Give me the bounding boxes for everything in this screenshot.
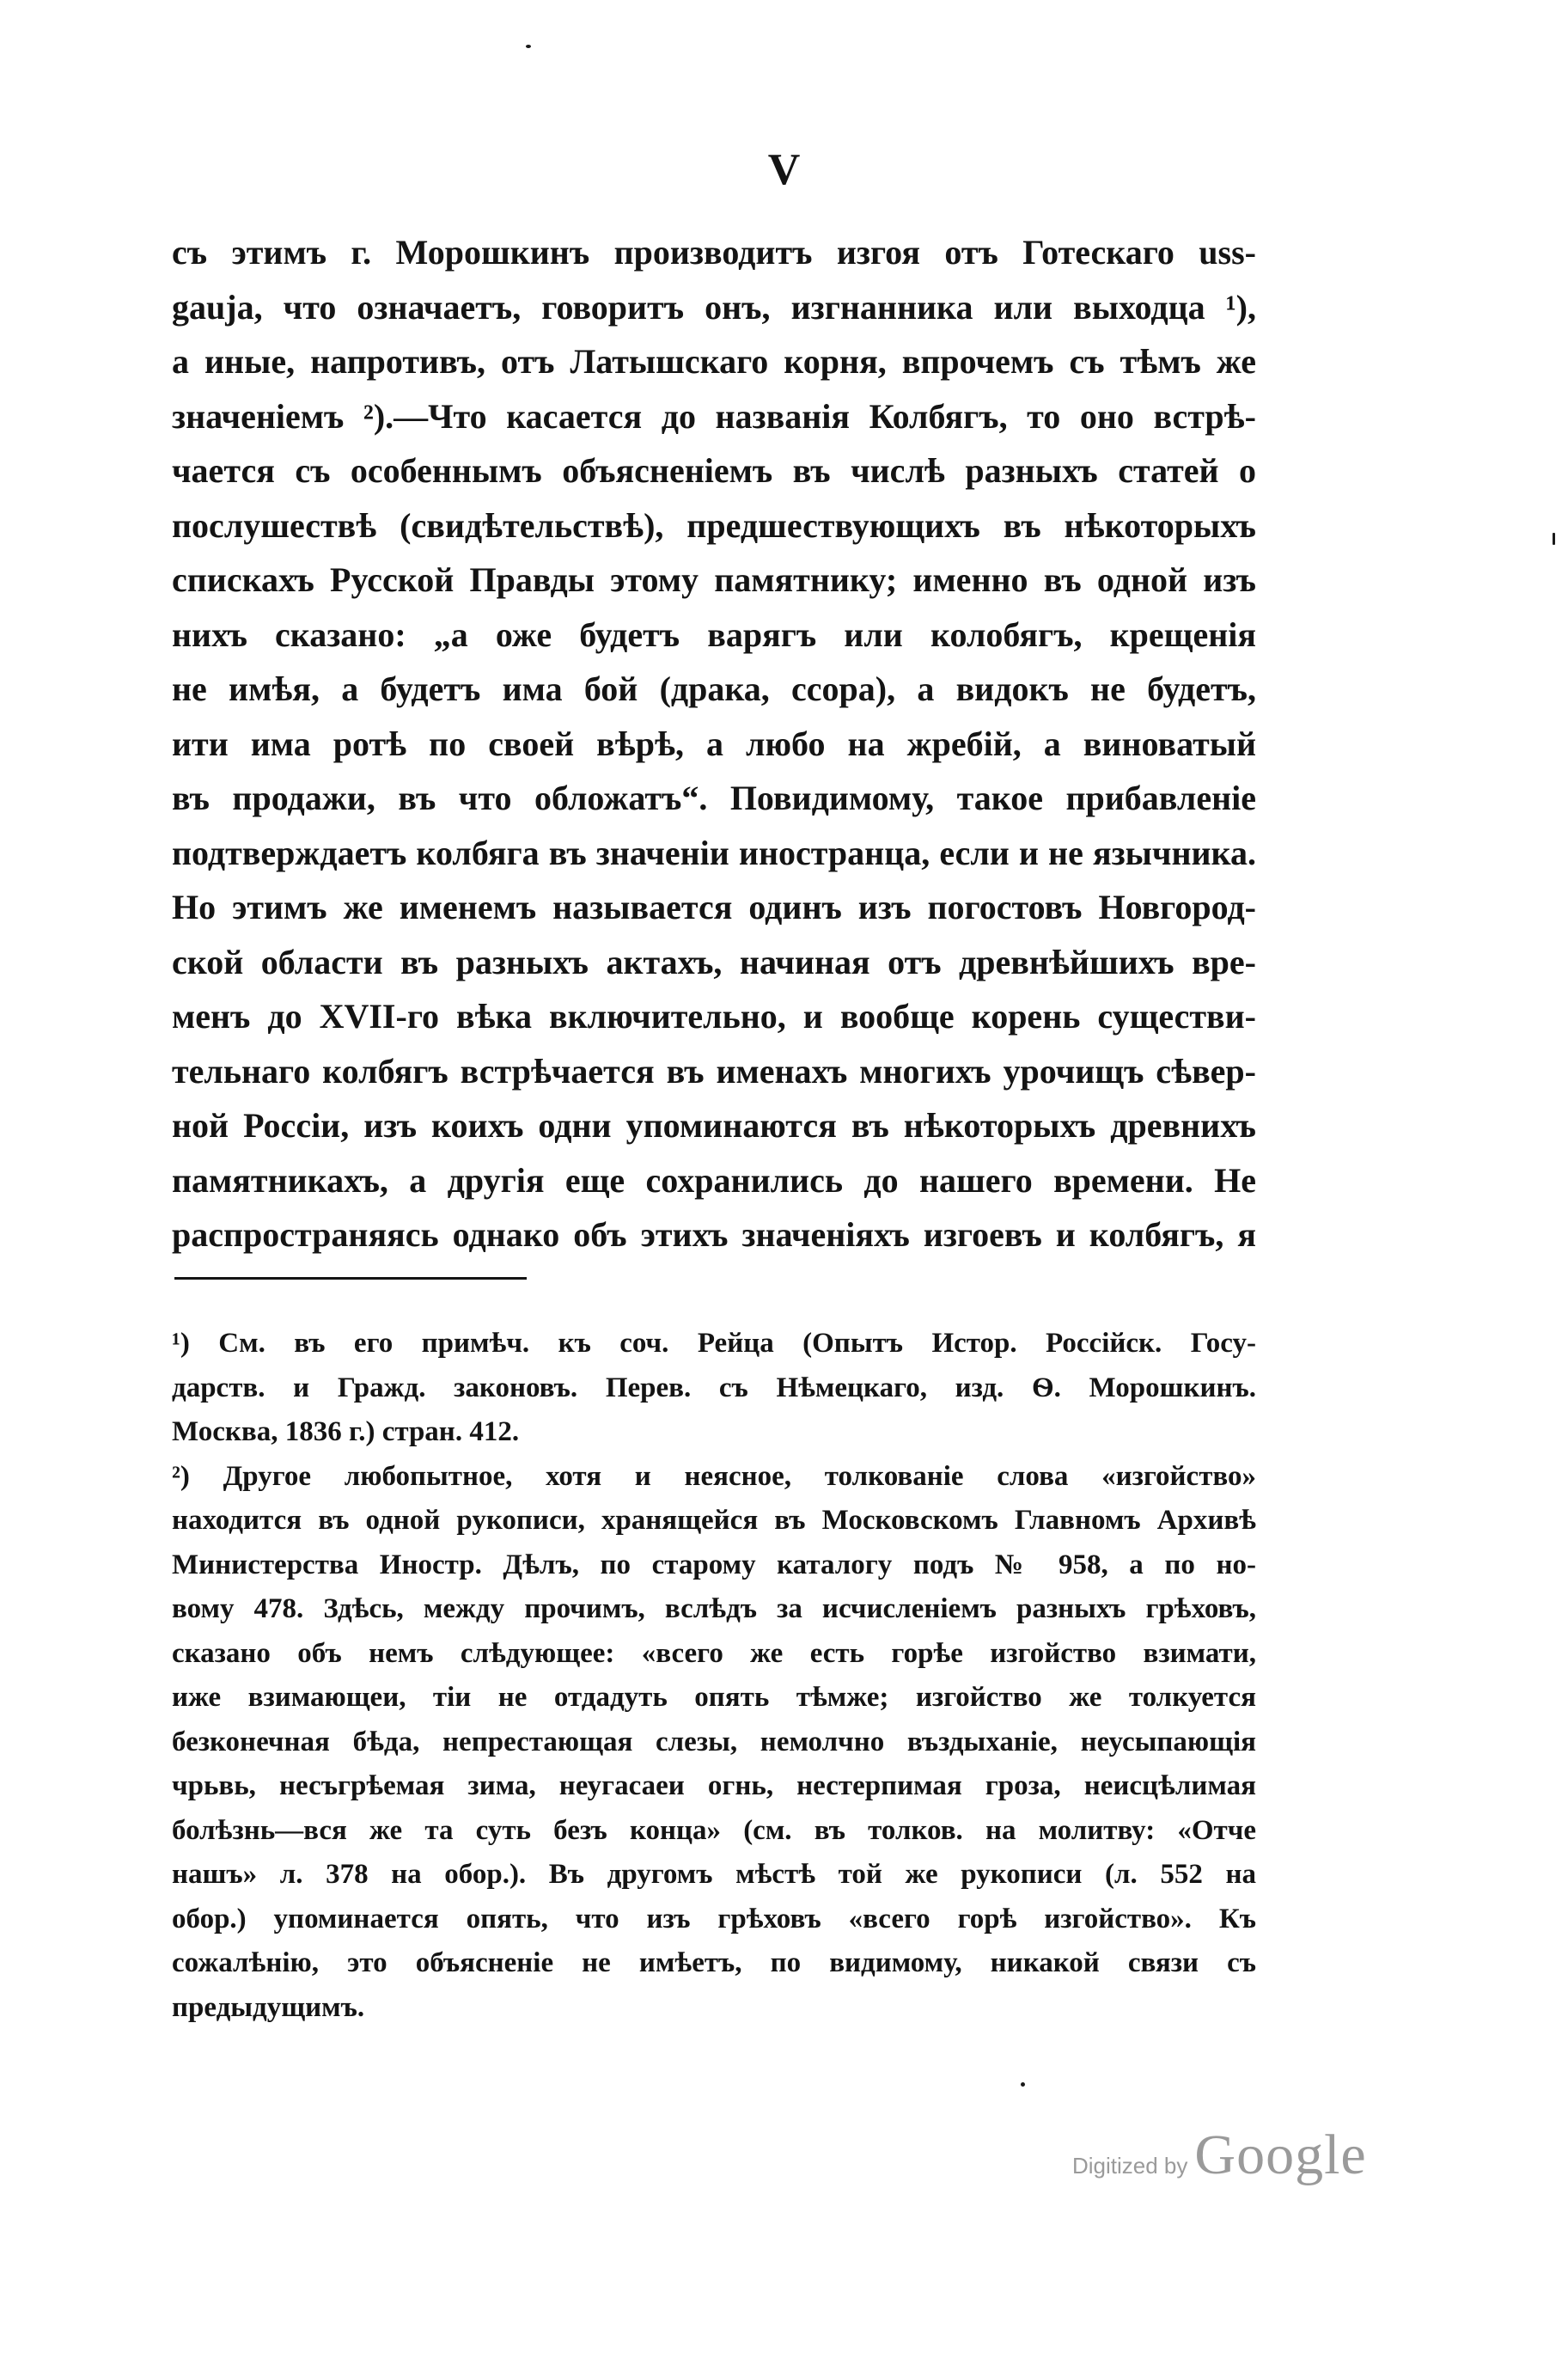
watermark-logo-text: Google: [1194, 2124, 1367, 2186]
footnote-line: чрьвь, несъгрѣемая зима, неугасаеи огнь, нестерпимая гроза, неисцѣлимая: [172, 1770, 1256, 1801]
text-line: чается съ особеннымъ объясненіемъ въ числѣ разныхъ статей о: [172, 451, 1256, 490]
footnote-line: Москва, 1836 г.) стран. 412.: [172, 1416, 520, 1447]
watermark-small-text: Digitized by: [1072, 2153, 1188, 2179]
text-line: распространяясь однако объ этихъ значеніяхъ изгоевъ и колбягъ, я: [172, 1215, 1256, 1254]
text-line: не имѣя, а будетъ има бой (драка, ссора), а видокъ не будетъ,: [172, 669, 1256, 708]
footnotes: [172, 1322, 1256, 2030]
text-line: съ этимъ г. Морошкинъ производитъ изгоя отъ Готескаго uss-: [172, 233, 1256, 272]
text-line: а иные, напротивъ, отъ Латышскаго корня, впрочемъ съ тѣмъ же: [172, 342, 1256, 381]
page-number: V: [767, 145, 801, 194]
main-text-body: [172, 225, 1256, 1262]
footnote-line: предыдущимъ.: [172, 1991, 365, 2023]
footnote-line: безконечная бѣда, непрестающая слезы, немолчно въздыханіе, неусыпающія: [172, 1726, 1256, 1757]
footnote-line: иже взимающеи, тіи не отдадуть опять тѣмже; изгойство же толкуется: [172, 1682, 1256, 1713]
text-line: менъ до XVII-го вѣка включительно, и вообще корень существи-: [172, 997, 1256, 1036]
digitized-watermark: [1072, 2123, 1367, 2188]
text-line: ской области въ разныхъ актахъ, начиная отъ древнѣйшихъ вре-: [172, 942, 1256, 981]
scan-speck: [1553, 533, 1555, 545]
text-line: подтверждаетъ колбяга въ значеніи иностранца, если и не язычника.: [172, 833, 1256, 872]
text-line: нихъ сказано: „а оже будетъ варягъ или колобягъ, крещенія: [172, 614, 1256, 654]
text-line: Но этимъ же именемъ называется одинъ изъ погостовъ Новгород-: [172, 888, 1256, 926]
text-line: ити има ротѣ по своей вѣрѣ, а любо на жребій, а виноватый: [172, 724, 1256, 763]
footnote-line: сказано объ немъ слѣдующее: «всего же есть горѣе изгойство взимати,: [172, 1637, 1256, 1669]
footnote-line: сожалѣнію, это объясненіе не имѣетъ, по видимому, никакой связи съ: [172, 1947, 1256, 1978]
text-line: спискахъ Русской Правды этому памятнику; именно въ одной изъ: [172, 560, 1256, 599]
text-line: ной Россіи, изъ коихъ одни упоминаются въ нѣкоторыхъ древнихъ: [172, 1106, 1256, 1145]
text-line: послушествѣ (свидѣтельствѣ), предшествующихъ въ нѣкоторыхъ: [172, 505, 1256, 545]
footnote-line: вому 478. Здѣсь, между прочимъ, вслѣдъ за исчисленіемъ разныхъ грѣховъ,: [172, 1593, 1256, 1624]
footnote-line: обор.) упоминается опять, что изъ грѣховъ «всего горѣ изгойство». Къ: [172, 1903, 1256, 1934]
text-line: значеніемъ ²).—Что касается до названія Колбягъ, то оно встрѣ-: [172, 396, 1256, 436]
text-line: тельнаго колбягъ встрѣчается въ именахъ многихъ урочищъ сѣвер-: [172, 1051, 1256, 1091]
footnote-line: ²) Другое любопытное, хотя и неясное, толкованіе слова «изгойство»: [172, 1460, 1256, 1492]
footnote-line: ¹) См. въ его примѣч. къ соч. Рейца (Опытъ Истор. Россійск. Госу-: [172, 1328, 1256, 1359]
footnote-line: Министерства Иностр. Дѣлъ, по старому каталогу подъ № 958, а по но-: [172, 1549, 1256, 1580]
footnote-line: нашъ» л. 378 на обор.). Въ другомъ мѣстѣ той же рукописи (л. 552 на: [172, 1859, 1256, 1890]
text-line: въ продажи, въ что обложатъ“. Повидимому, такое прибавленіе: [172, 779, 1256, 817]
scan-speck: [1021, 2082, 1025, 2087]
text-line: памятникахъ, а другія еще сохранились до нашего времени. Не: [172, 1160, 1256, 1200]
footnote-line: находится въ одной рукописи, хранящейся въ Московскомъ Главномъ Архивѣ: [172, 1505, 1256, 1536]
scan-speck: [526, 45, 531, 48]
footnote-line: болѣзнь—вся же та суть безъ конца» (см. въ толков. на молитву: «Отче: [172, 1814, 1256, 1846]
text-line: gauja, что означаетъ, говоритъ онъ, изгнанника или выходца ¹),: [172, 287, 1256, 327]
footnote-separator: [174, 1277, 527, 1280]
footnote-line: дарств. и Гражд. законовъ. Перев. съ Нѣмецкаго, изд. Ѳ. Морошкинъ.: [172, 1372, 1256, 1403]
